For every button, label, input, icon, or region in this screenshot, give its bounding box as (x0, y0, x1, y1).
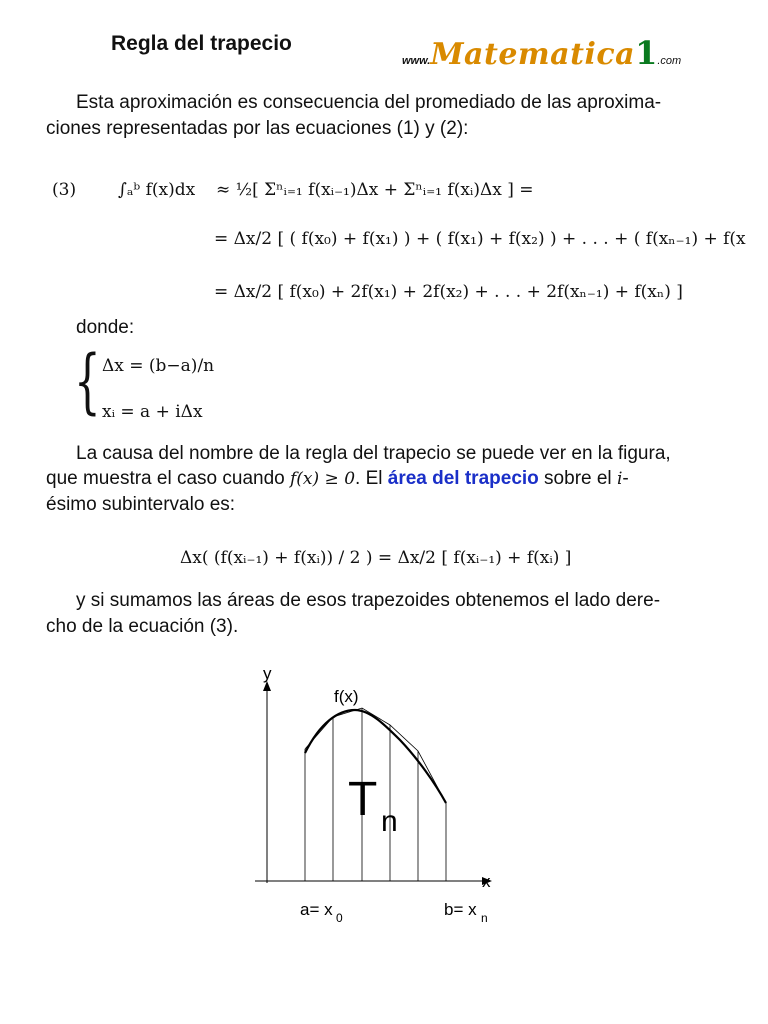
paragraph-2-text-b: . El (355, 468, 388, 489)
trapezoid-area-equation: Δx( (f(xᵢ₋₁) + f(xᵢ)) / 2 ) = Δx/2 [ f(xᵢ₋₁) + f(xᵢ) ] (180, 548, 572, 568)
trapezoid-figure (250, 655, 510, 930)
equation-3-line-1: ≈ ½[ Σⁿᵢ₌₁ f(xᵢ₋₁)Δx + Σⁿᵢ₌₁ f(xᵢ)Δx ] = (216, 180, 534, 200)
paragraph-2-line-2 (46, 468, 629, 490)
page-title: Regla del trapecio (111, 32, 292, 55)
b-label-subscript: n (481, 911, 488, 925)
area-label: T (348, 773, 378, 826)
paragraph-2-text-c: sobre el (538, 468, 617, 489)
equation-3-line-2: = Δx/2 [ ( f(x₀) + f(x₁) ) + ( f(x₁) + f(x₂) ) + . . . + ( f(xₙ₋₁) + f(x (214, 229, 746, 249)
site-logo[interactable] (402, 34, 681, 72)
a-label-subscript: 0 (336, 911, 343, 925)
logo-www: www. (402, 55, 431, 67)
donde-label: donde: (76, 317, 135, 338)
inline-math-i: i (616, 469, 623, 489)
b-label: b= x (444, 900, 477, 919)
area-label-subscript: n (381, 805, 398, 838)
a-label: a= x (300, 900, 333, 919)
equation-3-lhs: ∫ₐᵇ f(x)dx (118, 180, 196, 200)
left-brace: { (74, 340, 101, 422)
paragraph-3-line-2: cho de la ecuación (3). (46, 616, 239, 637)
logo-com: .com (657, 55, 682, 67)
paragraph-3-line-1: y si sumamos las áreas de esos trapezoides obtenemos el lado dere- (76, 590, 661, 611)
equation-3-line-3: = Δx/2 [ f(x₀) + 2f(x₁) + 2f(x₂) + . . . + 2f(xₙ₋₁) + f(xₙ) ] (214, 282, 683, 302)
logo-one: 1 (635, 34, 658, 72)
definition-x-i: xᵢ = a + iΔx (102, 402, 203, 422)
paragraph-2-text-d: - (622, 468, 629, 489)
paragraph-1-line-1: Esta aproximación es consecuencia del promediado de las aproxima- (76, 92, 662, 113)
paragraph-2-line-3: ésimo subintervalo es: (46, 494, 236, 515)
definition-delta-x: Δx = (b−a)/n (102, 356, 215, 376)
paragraph-2-line-1: La causa del nombre de la regla del trapecio se puede ver en la figura, (76, 443, 671, 464)
equation-3-number: (3) (52, 180, 77, 200)
inline-math-fx: f(x) ≥ 0 (290, 469, 356, 489)
y-axis-label: y (263, 664, 272, 683)
curve-label: f(x) (334, 687, 359, 706)
logo-name: Matematica (430, 37, 636, 72)
area-del-trapecio-link[interactable]: área del trapecio (387, 468, 539, 489)
paragraph-1-line-2: ciones representadas por las ecuaciones (1) y (2): (46, 118, 469, 139)
x-axis-label: x (482, 872, 491, 891)
paragraph-2-text-a: que muestra el caso cuando (46, 468, 290, 489)
